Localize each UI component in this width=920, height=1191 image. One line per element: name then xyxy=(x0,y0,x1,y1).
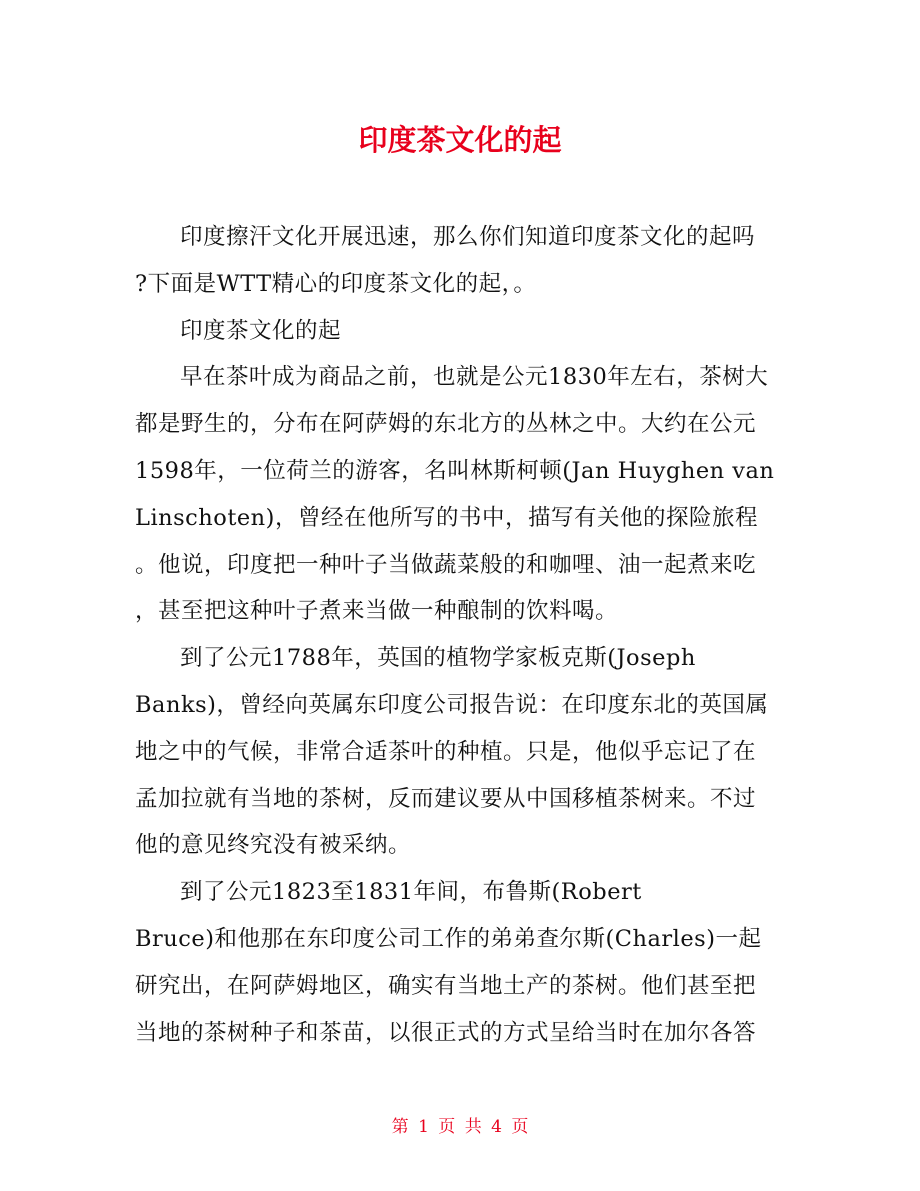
page-number-footer: 第 1 页 共 4 页 xyxy=(391,1117,529,1137)
paragraph xyxy=(135,308,785,355)
paragraph-line: 到了公元1788年，英国的植物学家板克斯(Joseph xyxy=(180,645,696,672)
paragraph-line: 孟加拉就有当地的茶树，反而建议要从中国移植茶树来。不过 xyxy=(135,785,757,812)
paragraph-line: 印度茶文化的起 xyxy=(180,317,342,344)
paragraph-line: 当地的茶树种子和茶苗，以很正式的方式呈给当时在加尔各答 xyxy=(135,1019,757,1046)
paragraph-line: 都是野生的，分布在阿萨姆的东北方的丛林之中。大约在公元 xyxy=(135,411,757,438)
paragraph-line: 。他说，印度把一种叶子当做蔬菜般的和咖哩、油一起煮来吃 xyxy=(135,551,757,578)
paragraph-line: Linschoten)，曾经在他所写的书中，描写有关他的探险旅程 xyxy=(135,504,758,531)
document-body xyxy=(135,214,785,1056)
paragraph-line: 到了公元1823至1831年间，布鲁斯(Robert xyxy=(180,879,642,906)
document-title: 印度茶文化的起 xyxy=(358,123,562,157)
paragraph-line: 他的意见终究没有被采纳。 xyxy=(135,832,412,859)
paragraph xyxy=(135,869,785,1056)
paragraph-line: 早在茶叶成为商品之前，也就是公元1830年左右，茶树大 xyxy=(180,364,769,391)
paragraph-line: ?下面是WTT精心的印度茶文化的起，。 xyxy=(135,270,537,297)
paragraph-line: 印度擦汗文化开展迅速，那么你们知道印度茶文化的起吗 xyxy=(180,224,756,250)
paragraph-line: 1598年，一位荷兰的游客，名叫林斯柯顿(Jan Huyghen van xyxy=(135,457,775,484)
paragraph-line: ，甚至把这种叶子煮来当做一种酿制的饮料喝。 xyxy=(135,598,619,625)
paragraph xyxy=(135,635,785,869)
paragraph-line: Banks)，曾经向英属东印度公司报告说：在印度东北的英国属 xyxy=(135,691,769,718)
paragraph-line: 研究出，在阿萨姆地区，确实有当地土产的茶树。他们甚至把 xyxy=(135,972,757,999)
paragraph xyxy=(135,354,785,635)
paragraph-line: Bruce)和他那在东印度公司工作的弟弟查尔斯(Charles)一起 xyxy=(135,925,762,952)
paragraph xyxy=(135,214,785,308)
paragraph-line: 地之中的气候，非常合适茶叶的种植。只是，他似乎忘记了在 xyxy=(135,738,757,765)
